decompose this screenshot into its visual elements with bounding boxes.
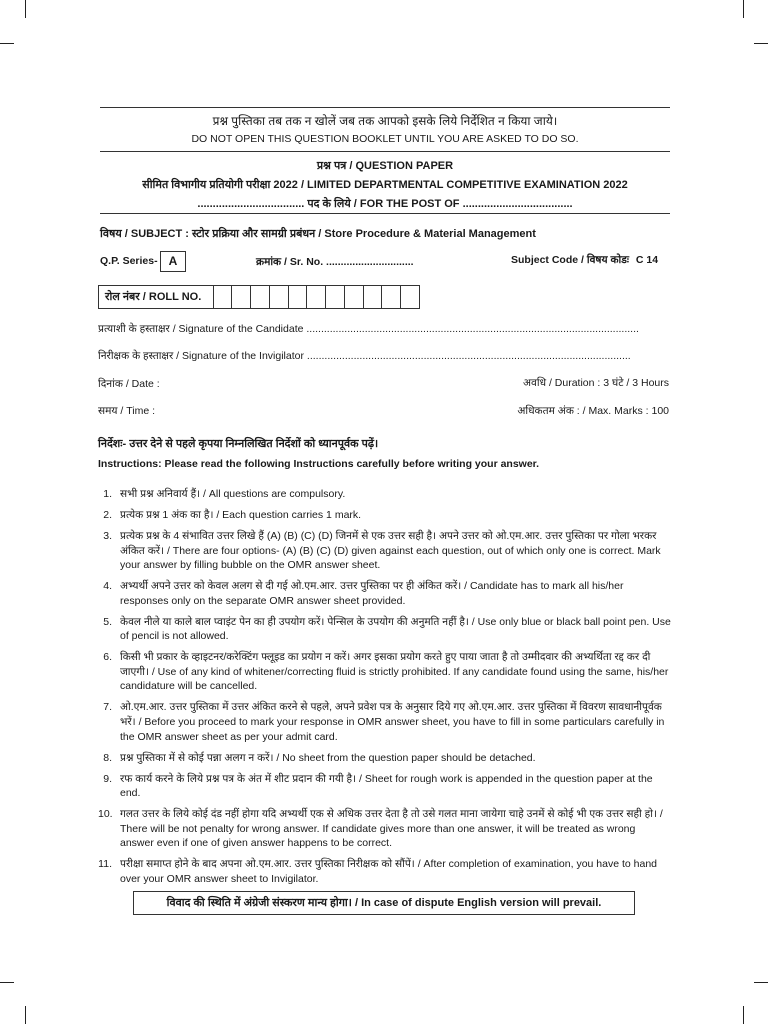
crop-mark xyxy=(0,982,14,983)
series-label: Q.P. Series- xyxy=(100,255,158,267)
question-paper-title: प्रश्न पत्र / QUESTION PAPER xyxy=(316,160,454,172)
post-line: ................................... पद के लिये / FOR THE POST OF .................................... xyxy=(197,198,573,210)
serial-number: क्रमांक / Sr. No. .............................. xyxy=(256,256,414,268)
roll-number-cell[interactable] xyxy=(345,286,364,308)
crop-mark xyxy=(25,0,26,18)
max-marks: अधिकतम अंक : / Max. Marks : 100 xyxy=(517,405,669,417)
series-value-box: A xyxy=(160,251,186,272)
list-item: 7. ओ.एम.आर. उत्तर पुस्तिका में उत्तर अंकित करने से पहले, अपने प्रवेश पत्र के अनुसार दिये गए ओ.एम.आर. उत्तर पुस्तिका में विवरण सावधानीपूर्वक भरें। / Before you proceed to mark your response in OMR answer sheet, you have to fill in some particulars carefully in the OMR answer sheet as per your admit card. xyxy=(103,701,665,743)
list-item: 9. रफ कार्य करने के लिये प्रश्न पत्र के अंत में शीट प्रदान की गयी है। / Sheet for rough work is appended in the question paper at the end. xyxy=(103,772,653,800)
roll-number-label: रोल नंबर / ROLL NO. xyxy=(99,286,214,308)
subject-code xyxy=(511,253,658,267)
subject-line: विषय / SUBJECT : स्टोर प्रक्रिया और सामग्री प्रबंधन / Store Procedure & Material Management xyxy=(100,228,536,240)
roll-number-cell[interactable] xyxy=(401,286,419,308)
candidate-signature-line: प्रत्याशी के हस्ताक्षर / Signature of the Candidate .................................................................................................................. xyxy=(98,323,639,335)
roll-number-cell[interactable] xyxy=(326,286,345,308)
crop-mark xyxy=(743,1006,744,1024)
subject-code-value: C 14 xyxy=(635,254,659,266)
notice-hindi: प्रश्न पुस्तिका तब तक न खोलें जब तक आपको इसके लिये निर्देशित न किया जाये। xyxy=(212,114,558,128)
list-item: 3. प्रत्येक प्रश्न के 4 संभावित उत्तर लिखे हैं (A) (B) (C) (D) जिनमें से एक उत्तर सही है। अपने उत्तर को ओ.एम.आर. उत्तर पुस्तिका पर गोला भरकर अंकित करें। / There are four options- (A) (B) (C) (D) given against each question, out of which only one is correct. Mark your answer by filling bubble on the OMR answer sheet. xyxy=(103,529,661,572)
crop-mark xyxy=(25,1006,26,1024)
roll-number-cell[interactable] xyxy=(232,286,251,308)
invigilator-signature-line: निरीक्षक के हस्ताक्षर / Signature of the Invigilator ............................................................................................................... xyxy=(98,350,631,362)
notice-english: DO NOT OPEN THIS QUESTION BOOKLET UNTIL YOU ARE ASKED TO DO SO. xyxy=(191,133,579,145)
list-item: 11. परीक्षा समाप्त होने के बाद अपना ओ.एम.आर. उत्तर पुस्तिका निरीक्षक को सौंपें। / After completion of examination, you have to hand over your OMR answer sheet to Invigilator. xyxy=(98,858,658,885)
list-item: 6. किसी भी प्रकार के व्हाइटनर/करेक्टिंग फ्लूइड का प्रयोग न करें। अगर इसका प्रयोग करते हुए पाया जाता है तो उम्मीदवार की अभ्यर्थिता रद्द कर दी जाएगी। / Use of any kind of whitener/correcting fluid is strictly prohibited. If any candidate found using the same, his/her candidature will be cancelled. xyxy=(103,651,669,693)
date-field: दिनांक / Date : xyxy=(98,378,160,390)
crop-mark xyxy=(0,43,14,44)
list-item: 1. सभी प्रश्न अनिवार्य हैं। / All questions are compulsory. xyxy=(103,488,346,500)
roll-number-cell[interactable] xyxy=(251,286,270,308)
roll-number-cell[interactable] xyxy=(382,286,401,308)
crop-mark xyxy=(754,982,768,983)
list-item: 2. प्रत्येक प्रश्न 1 अंक का है। / Each question carries 1 mark. xyxy=(103,508,362,521)
roll-number-cell[interactable] xyxy=(289,286,308,308)
crop-mark xyxy=(743,0,744,18)
instructions-list xyxy=(98,487,672,893)
list-item: 4. अभ्यर्थी अपने उत्तर को केवल अलग से दी गई ओ.एम.आर. उत्तर पुस्तिका पर ही अंकित करें। / Candidate has to mark all his/her responses only on the separate OMR answer sheet provided. xyxy=(103,580,624,607)
roll-number-cell[interactable] xyxy=(214,286,233,308)
exam-title: सीमित विभागीय प्रतियोगी परीक्षा 2022 / LIMITED DEPARTMENTAL COMPETITIVE EXAMINATION 2022 xyxy=(142,179,628,191)
roll-number-cell[interactable] xyxy=(307,286,326,308)
crop-mark xyxy=(754,43,768,44)
dispute-notice: विवाद की स्थिति में अंग्रेजी संस्करण मान्य होगा। / In case of dispute English version will prevail. xyxy=(133,891,635,915)
rule-under-notice xyxy=(100,151,670,152)
time-field: समय / Time : xyxy=(98,405,155,417)
roll-number-cell[interactable] xyxy=(270,286,289,308)
rule-under-title xyxy=(100,213,670,214)
rule-top xyxy=(100,107,670,108)
roll-number-cell[interactable] xyxy=(364,286,383,308)
list-item: 5. केवल नीले या काले बाल प्वाइंट पेन का ही उपयोग करें। पेन्सिल के उपयोग की अनुमति नहीं है। / Use only blue or black ball point pen. Use of pencil is not allowed. xyxy=(103,615,671,643)
instructions-heading-hindi: निर्देशः- उत्तर देने से पहले कृपया निम्नलिखित निर्देशों को ध्यानपूर्वक पढ़ें। xyxy=(98,438,379,450)
roll-number-box[interactable] xyxy=(98,285,420,309)
duration: अवधि / Duration : 3 घंटे / 3 Hours xyxy=(523,377,669,389)
list-item: 10. गलत उत्तर के लिये कोई दंड नहीं होगा यदि अभ्यर्थी एक से अधिक उत्तर देता है तो उसे गलत माना जायेगा चाहे उनमें से कोई भी एक उत्तर सही हो। / There will be not penalty for wrong answer. If candidate gives more than one answer, it will be treated as wrong answer even if one of given answer happens to be correct. xyxy=(98,808,663,850)
instructions-heading-english: Instructions: Please read the following Instructions carefully before writing your answer. xyxy=(98,458,540,470)
list-item: 8. प्रश्न पुस्तिका में से कोई पन्ना अलग न करें। / No sheet from the question paper should be detached. xyxy=(103,751,536,764)
subject-code-label: Subject Code / विषय कोडः xyxy=(511,254,629,266)
